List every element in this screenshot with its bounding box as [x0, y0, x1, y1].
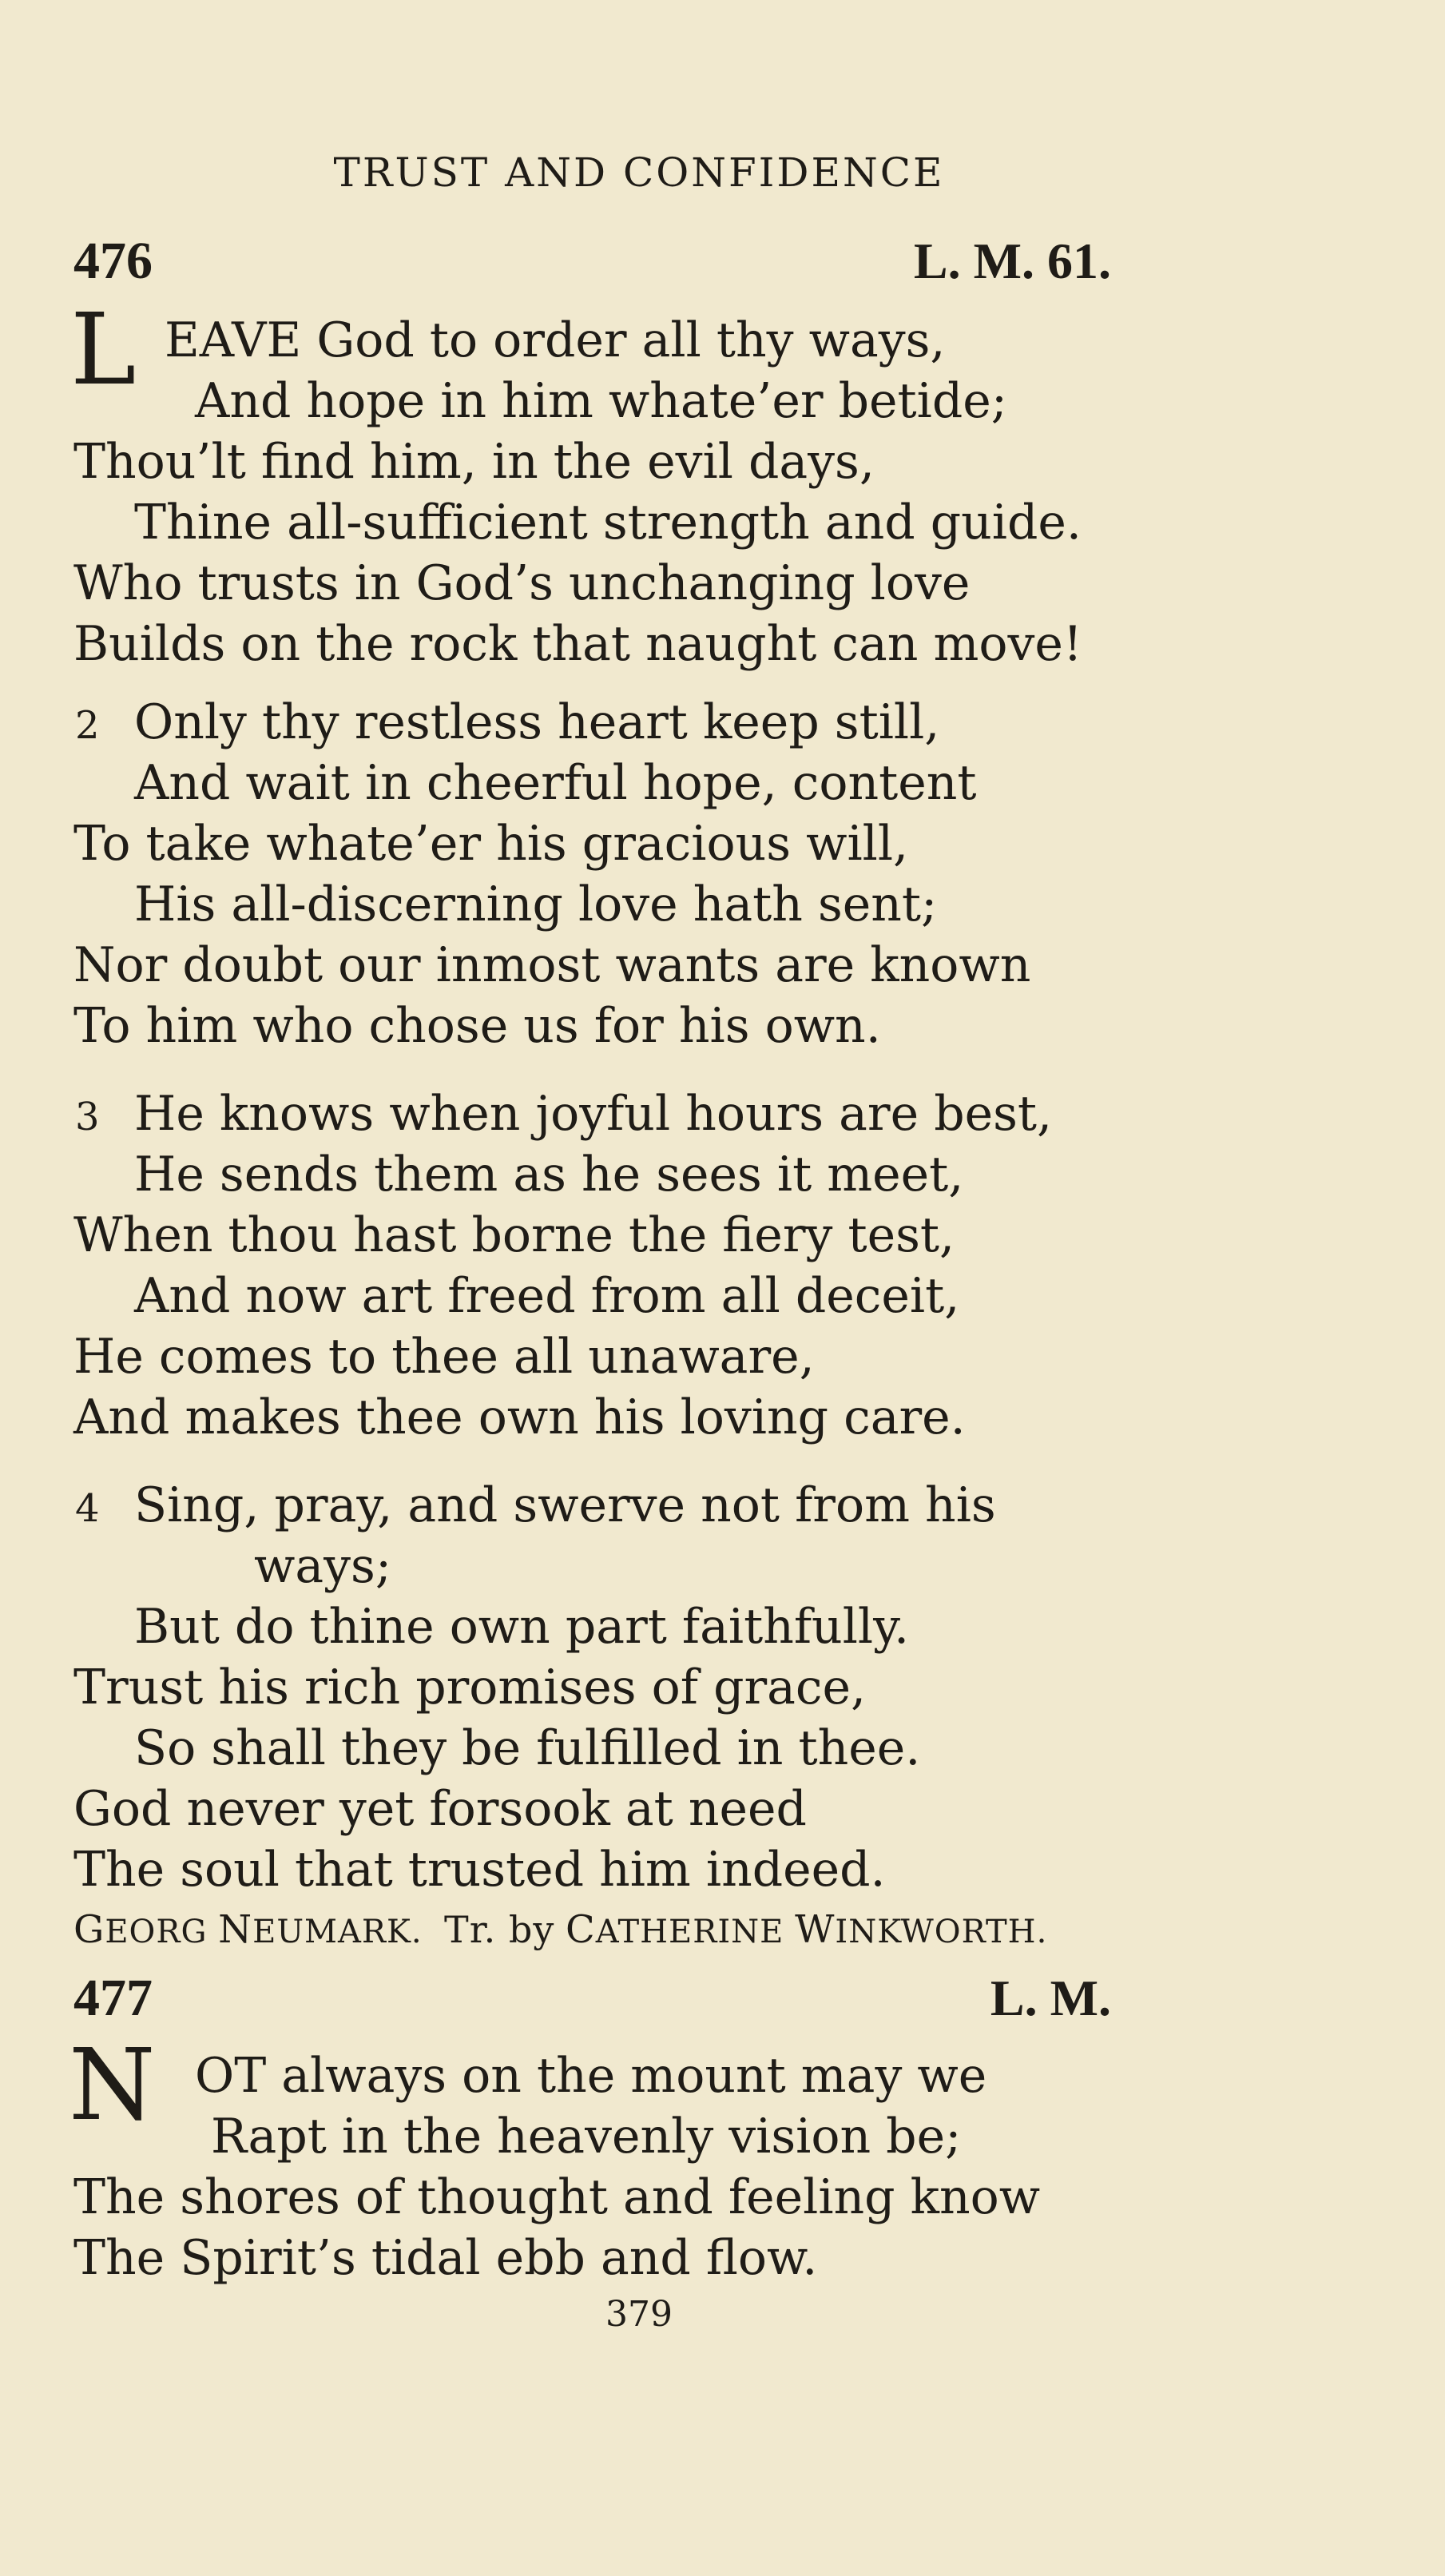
hymn-number: 476	[73, 232, 153, 290]
verse-line: Thou’lt find him, in the evil days,	[73, 434, 875, 490]
verse-line: The soul that trusted him indeed.	[73, 1842, 886, 1898]
verse-line: He comes to thee all unaware,	[73, 1329, 815, 1385]
drop-cap: L	[70, 292, 137, 407]
verse-line: OT always on the mount may we	[195, 2048, 987, 2104]
author-last-initial: N	[218, 1907, 253, 1952]
verse-line: Only thy restless heart keep still,	[134, 694, 940, 750]
drop-cap: N	[69, 2028, 156, 2143]
author-first-name: EORG	[105, 1914, 208, 1950]
verse-number: 4	[75, 1486, 100, 1531]
verse-line: When thou hast borne the fiery test,	[73, 1207, 955, 1263]
verse-line: Builds on the rock that naught can move!	[73, 616, 1083, 672]
verse-line: His all-discerning love hath sent;	[134, 877, 938, 932]
verse-line: Rapt in the heavenly vision be;	[211, 2109, 962, 2165]
author-last-name: EUMARK.	[252, 1914, 423, 1950]
verse-line: And makes thee own his loving care.	[73, 1389, 966, 1445]
translator-last-name: INKWORTH.	[835, 1914, 1048, 1950]
verse-line: ways;	[254, 1538, 392, 1594]
verse-line: Who trusts in God’s unchanging love	[73, 555, 971, 611]
translator-initial: C	[566, 1907, 596, 1952]
verse-number: 3	[75, 1095, 100, 1139]
verse-line: To take whate’er his gracious will,	[73, 816, 909, 872]
hymn-meter: L. M.	[990, 1970, 1111, 2026]
verse-line: But do thine own part faithfully.	[134, 1599, 910, 1655]
hymn-meter: L. M. 61.	[913, 233, 1111, 289]
verse-line: The Spirit’s tidal ebb and flow.	[73, 2230, 818, 2286]
translator-prefix: Tr. by	[444, 1908, 555, 1951]
author-initial: G	[73, 1907, 105, 1952]
verse-line: He sends them as he sees it meet,	[134, 1147, 964, 1203]
verse-line: And now art freed from all deceit,	[134, 1268, 960, 1324]
translator-last-initial: W	[795, 1907, 836, 1952]
verse-line: To him who chose us for his own.	[73, 998, 881, 1054]
verse-line: Trust his rich promises of grace,	[73, 1660, 867, 1715]
verse-line: And wait in cheerful hope, content	[134, 755, 977, 811]
section-header: TRUST AND CONFIDENCE	[333, 149, 945, 196]
verse-line: So shall they be fulfilled in thee.	[134, 1720, 921, 1776]
verse-line: God never yet forsook at need	[73, 1781, 807, 1837]
hymn-number: 477	[73, 1969, 153, 2027]
verse-line: Nor doubt our inmost wants are known	[73, 937, 1031, 993]
verse-line: He knows when joyful hours are best,	[134, 1086, 1053, 1142]
verse-line: The shores of thought and feeling know	[73, 2169, 1041, 2225]
verse-line: Sing, pray, and swerve not from his	[134, 1477, 996, 1533]
verse-line: And hope in him whate’er betide;	[195, 373, 1007, 429]
verse-number: 2	[75, 703, 100, 748]
page-number: 379	[605, 2294, 673, 2335]
verse-line: EAVE God to order all thy ways,	[165, 312, 946, 368]
verse-line: Thine all-sufficient strength and guide.	[134, 495, 1082, 551]
translator-first-name: ATHERINE	[595, 1914, 784, 1950]
hymn-attribution	[73, 1908, 1047, 1954]
